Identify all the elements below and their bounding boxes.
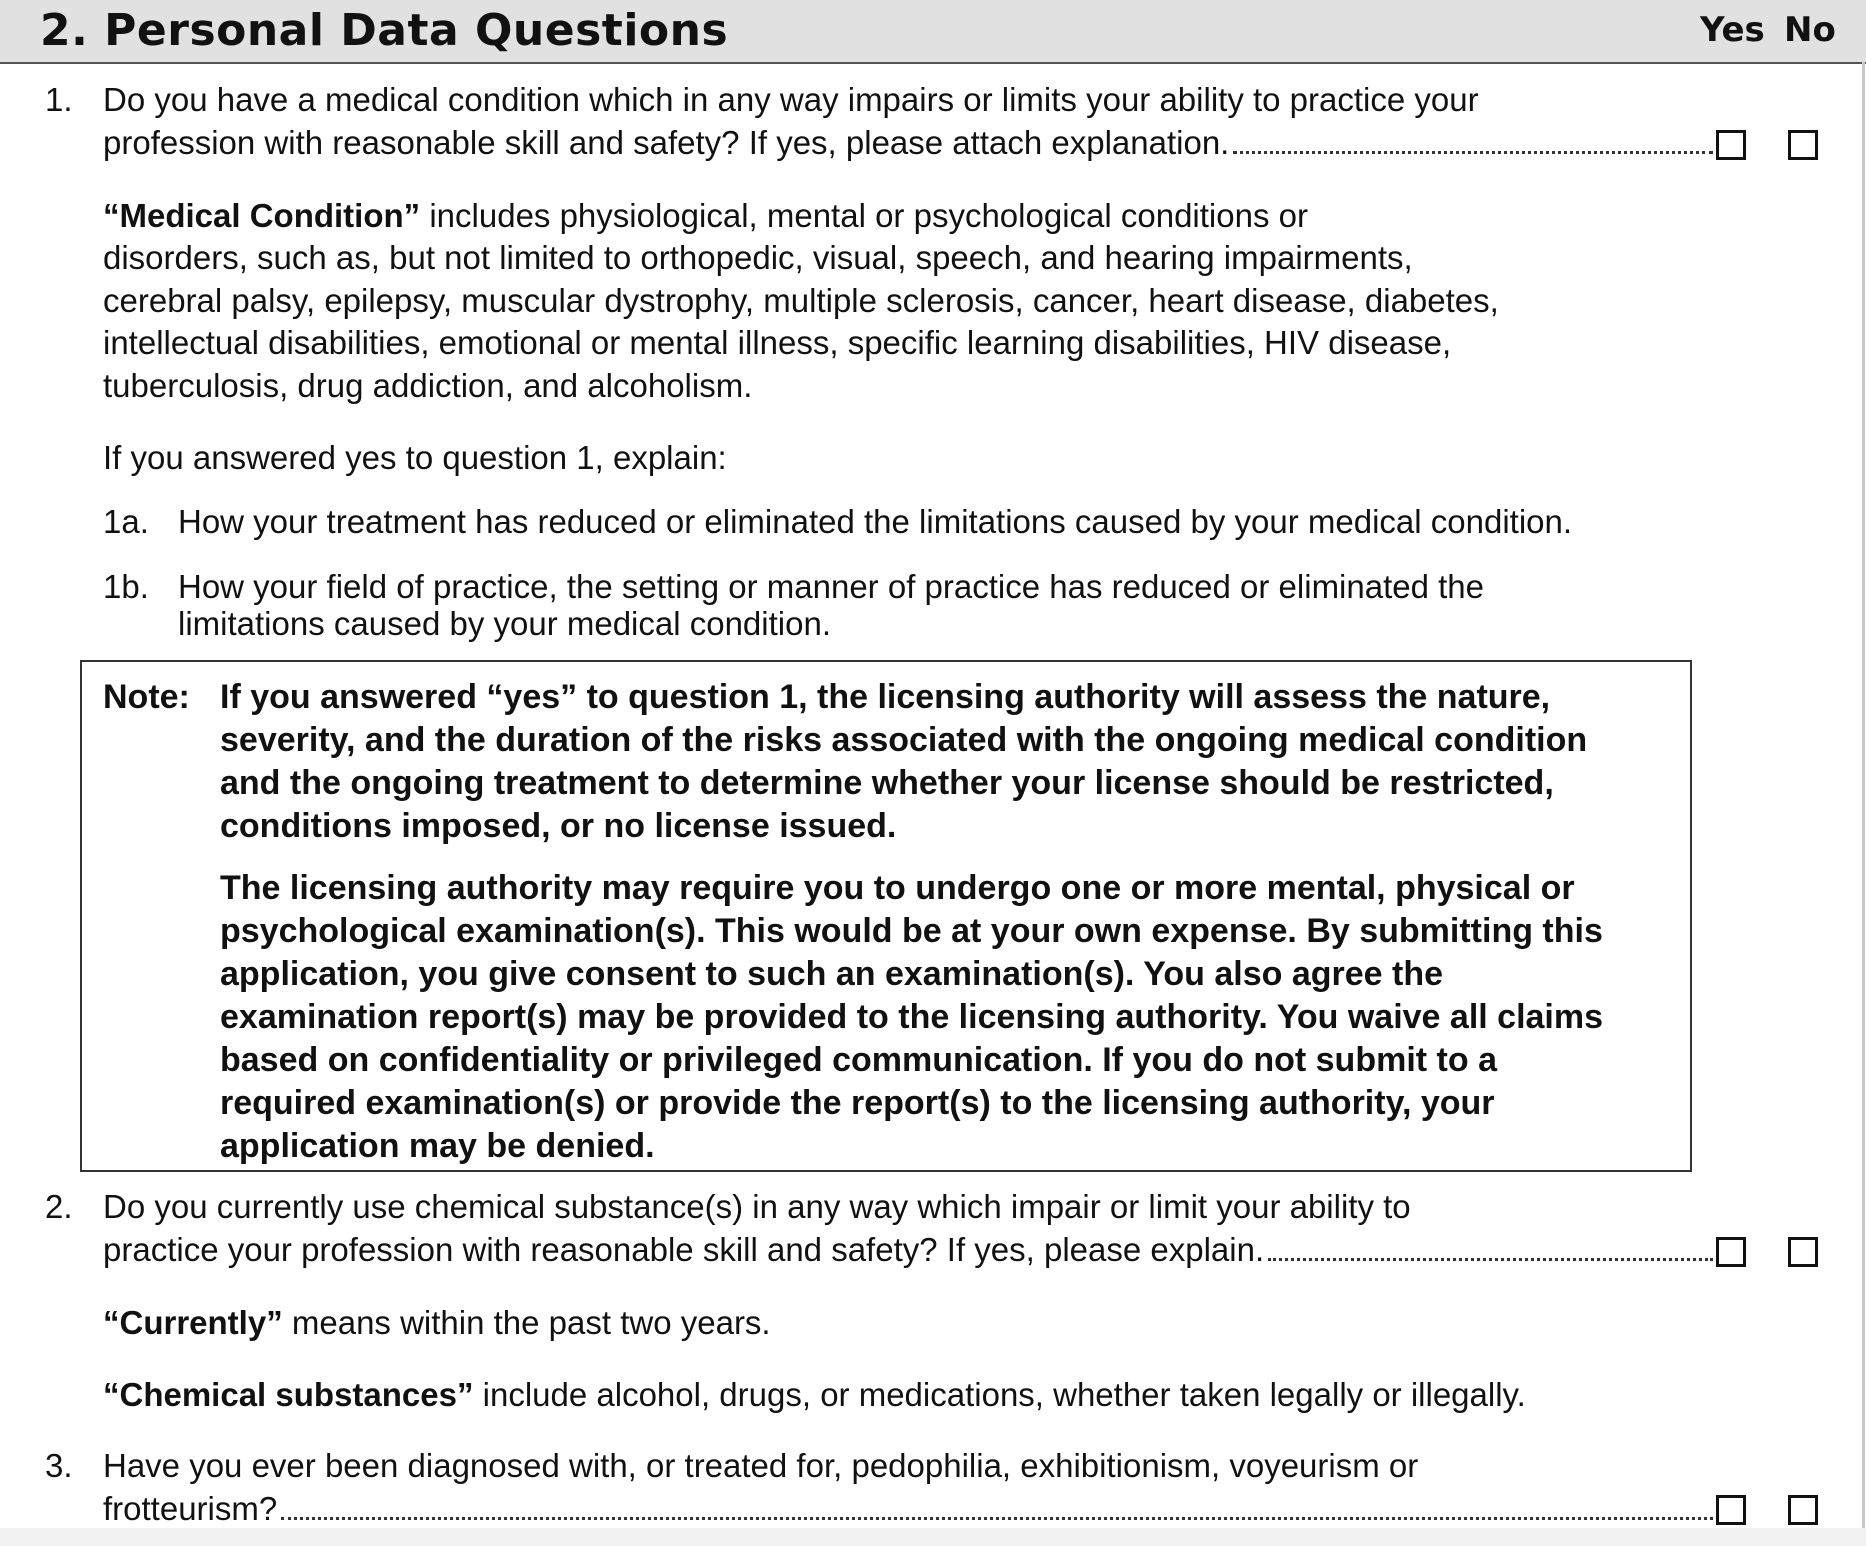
question-3-number: 3.: [45, 1447, 73, 1484]
question-2-text-cont: practice your profession with reasonable skill and safety? If yes, please explain.: [103, 1231, 1265, 1268]
question-2-text: Do you currently use chemical substance(s) in any way which impair or limit your ability to: [103, 1188, 1411, 1225]
note-paragraph-2-line: required examination(s) or provide the report(s) to the licensing authority, your: [220, 1084, 1495, 1122]
question-3-yes-checkbox[interactable]: [1716, 1495, 1746, 1525]
definition-term: “Chemical substances”: [103, 1376, 474, 1413]
definition-term: “Medical Condition”: [103, 197, 421, 234]
definition-text: includes physiological, mental or psychological conditions or: [420, 197, 1308, 234]
medical-condition-definition: [103, 196, 1308, 236]
sub-question-1a-label: 1a.: [103, 503, 149, 540]
definition-line: cerebral palsy, epilepsy, muscular dystrophy, multiple sclerosis, cancer, heart disease, diabetes,: [103, 282, 1499, 319]
definition-text: include alcohol, drugs, or medications, whether taken legally or illegally.: [473, 1376, 1526, 1413]
question-1-text: Do you have a medical condition which in any way impairs or limits your ability to practice your: [103, 81, 1479, 118]
definition-line: tuberculosis, drug addiction, and alcoholism.: [103, 367, 753, 404]
question-1-text-cont: profession with reasonable skill and safety? If yes, please attach explanation.: [103, 124, 1230, 161]
page-bottom-edge: [0, 1528, 1866, 1546]
question-3-text-cont: frotteurism?: [103, 1490, 278, 1527]
note-paragraph-2-line: examination report(s) may be provided to the licensing authority. You waive all claims: [220, 998, 1604, 1036]
note-paragraph-1-line: and the ongoing treatment to determine whether your license should be restricted,: [220, 764, 1554, 802]
note-label: Note:: [103, 678, 190, 716]
question-3-no-checkbox[interactable]: [1788, 1495, 1818, 1525]
explain-intro: If you answered yes to question 1, explain:: [103, 439, 727, 476]
currently-definition: [103, 1303, 771, 1343]
note-paragraph-1-line: conditions imposed, or no license issued.: [220, 807, 897, 845]
section-title: 2. Personal Data Questions: [40, 5, 729, 56]
yes-column-header: Yes: [1700, 10, 1765, 50]
question-2-yes-checkbox[interactable]: [1716, 1237, 1746, 1267]
note-paragraph-2-line: based on confidentiality or privileged communication. If you do not submit to a: [220, 1041, 1497, 1079]
dot-leader: [281, 1511, 1713, 1520]
dot-leader: [1268, 1252, 1713, 1261]
note-paragraph-2-line: application may be denied.: [220, 1127, 655, 1165]
no-column-header: No: [1784, 10, 1836, 50]
question-3-text-line2: [103, 1489, 1713, 1529]
note-paragraph-2-line: application, you give consent to such an examination(s). You also agree the: [220, 955, 1444, 993]
question-1-yes-checkbox[interactable]: [1716, 130, 1746, 160]
sub-question-1b-text-cont: limitations caused by your medical condition.: [178, 605, 831, 642]
question-1-text-line2: [103, 123, 1713, 163]
question-1-number: 1.: [45, 81, 73, 118]
sub-question-1b-label: 1b.: [103, 568, 149, 605]
definition-line: intellectual disabilities, emotional or mental illness, specific learning disabilities, HIV disease,: [103, 324, 1452, 361]
question-2-text-line2: [103, 1230, 1713, 1270]
sub-question-1a-text: How your treatment has reduced or eliminated the limitations caused by your medical condition.: [178, 503, 1573, 540]
question-2-number: 2.: [45, 1188, 73, 1225]
note-paragraph-2-line: The licensing authority may require you to undergo one or more mental, physical or: [220, 869, 1575, 907]
question-2-no-checkbox[interactable]: [1788, 1237, 1818, 1267]
definition-term: “Currently”: [103, 1304, 283, 1341]
note-paragraph-2-line: psychological examination(s). This would be at your own expense. By submitting this: [220, 912, 1603, 950]
definition-text: means within the past two years.: [282, 1304, 771, 1341]
note-paragraph-1-line: severity, and the duration of the risks associated with the ongoing medical condition: [220, 721, 1588, 759]
sub-question-1b-text: How your field of practice, the setting or manner of practice has reduced or eliminated the: [178, 568, 1485, 605]
definition-line: disorders, such as, but not limited to orthopedic, visual, speech, and hearing impairments,: [103, 239, 1413, 276]
section-header: [0, 0, 1866, 64]
right-border: [1862, 62, 1865, 1546]
dot-leader: [1233, 145, 1713, 154]
question-1-no-checkbox[interactable]: [1788, 130, 1818, 160]
chemical-substances-definition: [103, 1375, 1526, 1415]
question-3-text: Have you ever been diagnosed with, or treated for, pedophilia, exhibitionism, voyeurism or: [103, 1447, 1419, 1484]
note-paragraph-1-line: If you answered “yes” to question 1, the licensing authority will assess the nature,: [220, 678, 1551, 716]
